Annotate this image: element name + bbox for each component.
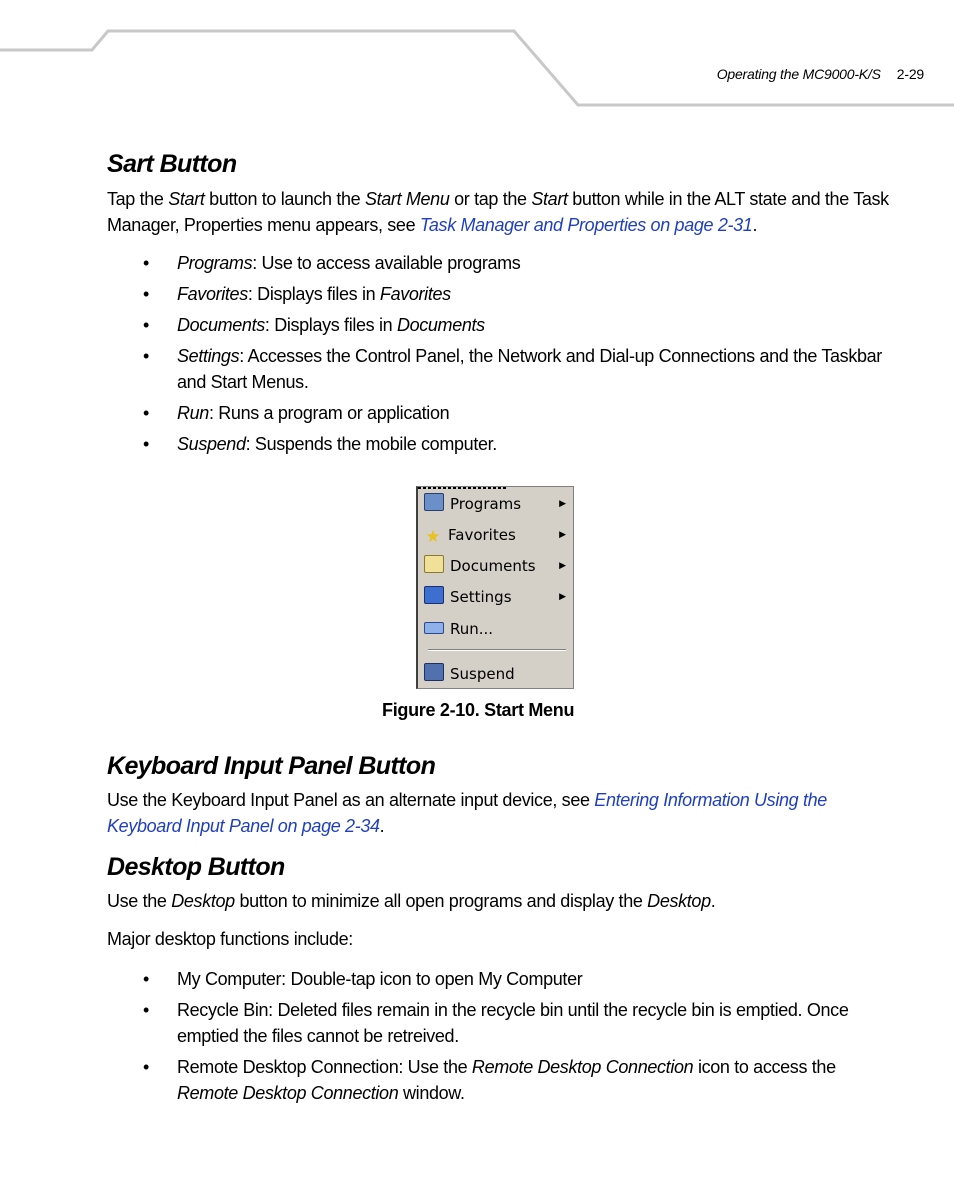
text-run: Desktop (171, 891, 235, 911)
list-item (107, 281, 897, 307)
figure-caption: Figure 2-10. Start Menu (382, 700, 575, 720)
list-item (107, 966, 897, 992)
text-run: button to launch the (204, 189, 365, 209)
page-content-lower (107, 752, 897, 1106)
desktop-bullet-list (107, 966, 897, 1106)
bullet-text: : Displays files in (264, 315, 397, 335)
desktop-functions-intro: Major desktop functions include: (107, 929, 353, 949)
bullet: • (143, 1000, 149, 1020)
submenu-arrow-icon: ▶ (559, 592, 566, 602)
submenu-arrow-icon: ▶ (559, 530, 566, 540)
text-run: Tap the (107, 189, 169, 209)
submenu-arrow-icon: ▶ (559, 561, 566, 571)
text-run: button to minimize all open programs and display the (234, 891, 648, 911)
bullet-text: : Accesses the Control Panel, the Network and Dial-up Connections and the Taskbar and Start Menus. (177, 346, 882, 392)
bullet-term: Documents (177, 315, 265, 335)
start-bullet-list (107, 250, 897, 457)
bullet-term: Favorites (177, 284, 248, 304)
text-run: button while in the ALT state and the Task Manager, Properties menu appears, see (107, 189, 889, 235)
text-run: or tap the (449, 189, 532, 209)
bullet-text: : Suspends the mobile computer. (245, 434, 497, 454)
section-heading-desktop: Desktop Button (107, 853, 285, 881)
menu-item-settings[interactable] (424, 586, 572, 608)
list-item (107, 431, 897, 457)
bullet-term: Suspend (177, 434, 246, 454)
bullet: • (143, 315, 149, 335)
page-number: 2-29 (896, 66, 924, 82)
bullet-text: Recycle Bin: Deleted files remain in the recycle bin until the recycle bin is emptied. Once emptied the files cannot be retreived. (177, 1000, 849, 1046)
running-header-title: Operating the MC9000-K/S (716, 66, 881, 82)
menu-item-label: Favorites (448, 526, 516, 544)
text-run: Use the Keyboard Input Panel as an alternate input device, see (107, 790, 595, 810)
bullet: • (143, 346, 149, 366)
text-run: Start (531, 189, 568, 209)
text-run: . (710, 891, 716, 911)
bullet-extra: Favorites (379, 284, 451, 304)
bullet: • (143, 969, 149, 989)
bullet-text: : Runs a program or application (208, 403, 450, 423)
bullet-term: Run (177, 403, 209, 423)
bullet-term: Programs (177, 253, 253, 273)
star-icon: ★ (425, 527, 441, 547)
bullet-text: : Displays files in (247, 284, 380, 304)
text-run: Remote Desktop Connection: Use the (177, 1057, 472, 1077)
menu-item-label: Programs (450, 495, 522, 513)
link-keyboard-input-panel[interactable]: Entering Information Using the Keyboard Input Panel on page 2-34 (107, 790, 827, 836)
list-item (107, 312, 897, 338)
settings-icon (424, 586, 444, 604)
text-run: . (752, 215, 758, 235)
start-paragraph (107, 186, 897, 238)
bullet: • (143, 253, 149, 273)
bullet: • (143, 403, 149, 423)
list-item (107, 343, 897, 395)
menu-item-suspend[interactable] (424, 663, 572, 685)
start-menu-figure (416, 486, 574, 689)
section-heading-keyboard: Keyboard Input Panel Button (107, 752, 436, 780)
menu-item-label: Documents (450, 557, 536, 575)
list-item (107, 997, 897, 1049)
run-icon (424, 622, 444, 634)
list-item (107, 1054, 897, 1106)
section-heading-start: Sart Button (107, 150, 237, 178)
header-decoration (0, 0, 954, 110)
page-content (107, 150, 897, 457)
list-item (107, 400, 897, 426)
bullet-extra: Documents (396, 315, 485, 335)
bullet: • (143, 434, 149, 454)
programs-icon (424, 493, 444, 511)
menu-top-strip (418, 487, 508, 489)
text-run: Start (168, 189, 205, 209)
submenu-arrow-icon: ▶ (559, 499, 566, 509)
bullet: • (143, 1057, 149, 1077)
text-run: Remote Desktop Connection (471, 1057, 694, 1077)
bullet-term: Settings (177, 346, 240, 366)
text-run: Start Menu (364, 189, 450, 209)
running-header (717, 66, 924, 82)
bullet-text: My Computer: Double-tap icon to open My Computer (177, 969, 583, 989)
text-run: . (379, 816, 385, 836)
documents-icon (424, 555, 444, 573)
desktop-paragraph (107, 888, 897, 914)
link-task-manager[interactable]: Task Manager and Properties on page 2-31 (419, 215, 753, 235)
menu-item-programs[interactable] (424, 493, 572, 515)
menu-item-label: Suspend (450, 665, 515, 683)
menu-item-favorites[interactable] (424, 524, 572, 546)
text-run: Use the (107, 891, 172, 911)
text-run: Desktop (647, 891, 711, 911)
start-menu (416, 486, 574, 689)
menu-item-label: Run... (450, 620, 494, 638)
text-run: window. (398, 1083, 465, 1103)
text-run: Remote Desktop Connection (177, 1083, 399, 1103)
menu-separator (428, 649, 566, 651)
list-item (107, 250, 897, 276)
menu-item-run[interactable] (424, 618, 572, 640)
bullet: • (143, 284, 149, 304)
bullet-text: : Use to access available programs (252, 253, 521, 273)
menu-item-documents[interactable] (424, 555, 572, 577)
text-run: icon to access the (693, 1057, 836, 1077)
suspend-icon (424, 663, 444, 681)
menu-item-label: Settings (450, 588, 512, 606)
keyboard-paragraph (107, 787, 897, 839)
